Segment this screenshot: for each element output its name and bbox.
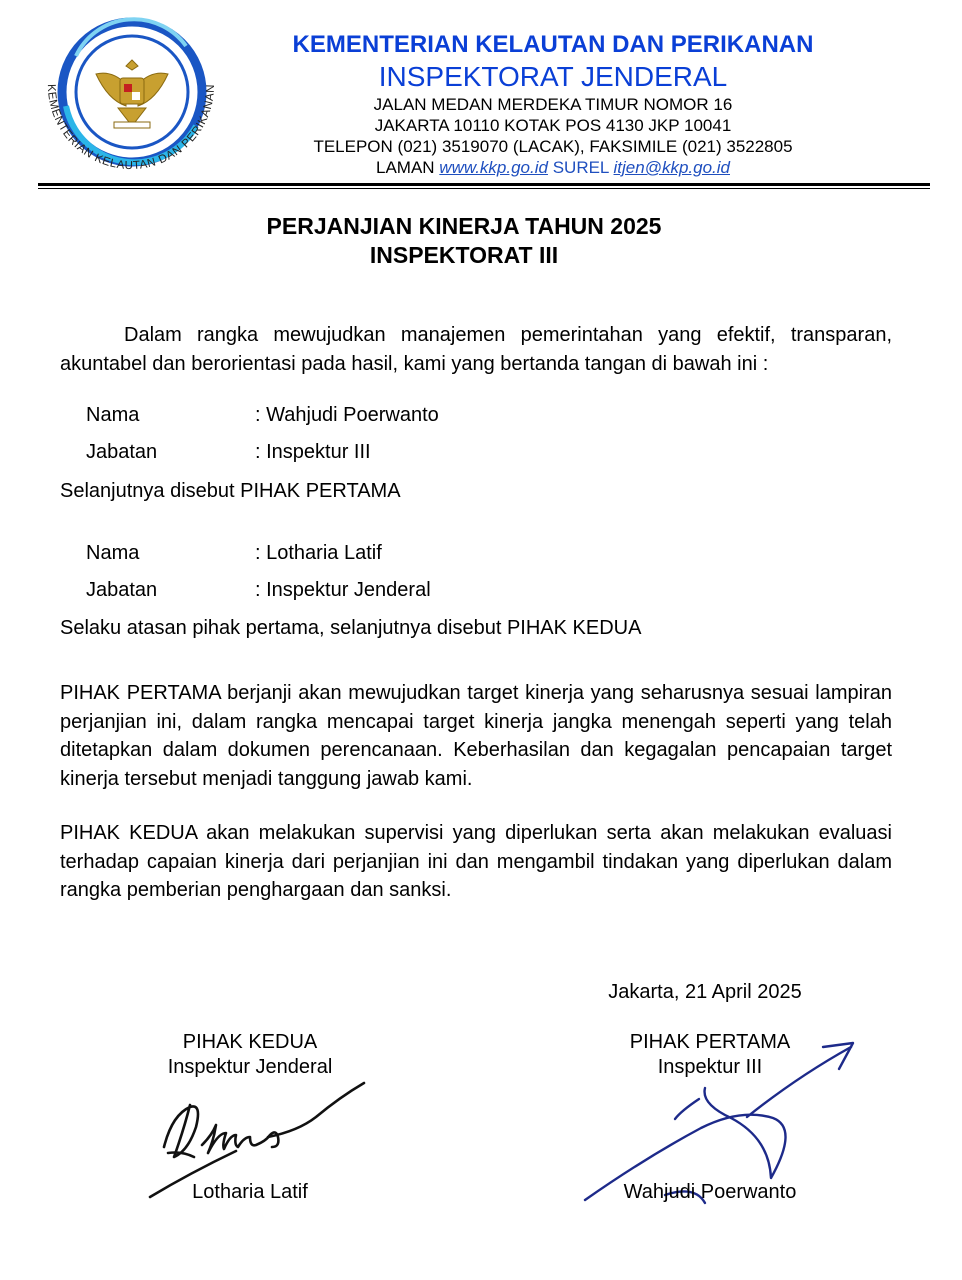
logo-ring-text: KEMENTERIAN KELAUTAN DAN PERIKANAN: [44, 83, 218, 173]
document-title: PERJANJIAN KINERJA TAHUN 2025: [266, 213, 662, 239]
left-signatory-title: Inspektur Jenderal: [167, 1056, 333, 1078]
letterhead-contact-line: [250, 158, 856, 178]
ministry-logo: [36, 16, 222, 182]
web-label: LAMAN: [375, 158, 435, 177]
party-two-name-value: : Lotharia Latif: [255, 542, 382, 564]
left-signatory-role: PIHAK KEDUA: [182, 1031, 318, 1053]
supervision-paragraph: PIHAK KEDUA akan melakukan supervisi yang diperlukan serta akan melakukan evaluasi terhadap capaian kinerja dari perjanjian ini dan mengambil tindakan yang diperlukan dalam rangka pemberian penghargaan dan sanksi.: [60, 822, 892, 902]
party-two-reference: Selaku atasan pihak pertama, selanjutnya disebut PIHAK KEDUA: [60, 617, 642, 639]
party-one-position-value: : Inspektur III: [255, 441, 371, 463]
signature-place-date: Jakarta, 21 April 2025: [608, 981, 802, 1003]
letterhead-ministry: KEMENTERIAN KELAUTAN DAN PERIKANAN: [292, 31, 814, 58]
intro-paragraph: [60, 321, 892, 378]
email-label: SUREL: [552, 158, 609, 177]
intro-text: Dalam rangka mewujudkan manajemen pemerintahan yang efektif, transparan, akuntabel dan berorientasi pada hasil, kami yang bertanda tangan di bawah ini :: [60, 324, 892, 375]
letterhead-address-line1: JALAN MEDAN MERDEKA TIMUR NOMOR 16: [373, 95, 733, 114]
left-signatory-name: Lotharia Latif: [192, 1181, 308, 1203]
right-signatory-title: Inspektur III: [657, 1056, 763, 1078]
web-link[interactable]: www.kkp.go.id: [439, 158, 548, 177]
commitment-paragraph: PIHAK PERTAMA berjanji akan mewujudkan target kinerja yang seharusnya sesuai lampiran perjanjian ini, dalam rangka mencapai target kinerja jangka menengah seperti yang telah ditetapkan dalam dokumen perencanaan. Keberhasilan dan kegagalan pencapaian target kinerja tersebut menjadi tanggung jawab kami.: [60, 682, 892, 790]
party-one-position-label: Jabatan: [86, 441, 158, 463]
letterhead-phone-line: TELEPON (021) 3519070 (LACAK), FAKSIMILE (021) 3522805: [313, 137, 793, 156]
letterhead-rule-thick: [38, 183, 930, 186]
letterhead-address-line2: JAKARTA 10110 KOTAK POS 4130 JKP 10041: [374, 116, 732, 135]
party-two-name-label: Nama: [86, 542, 140, 564]
letterhead-unit: INSPEKTORAT JENDERAL: [378, 61, 728, 92]
party-two-position-value: : Inspektur Jenderal: [255, 579, 431, 601]
party-one-name-label: Nama: [86, 404, 140, 426]
right-signatory-role: PIHAK PERTAMA: [629, 1031, 791, 1053]
document-subtitle: INSPEKTORAT III: [369, 242, 559, 268]
party-one-reference: Selanjutnya disebut PIHAK PERTAMA: [60, 480, 401, 502]
party-two-position-label: Jabatan: [86, 579, 158, 601]
letterhead-rule-thin: [38, 188, 930, 189]
right-signatory-name: Wahjudi Poerwanto: [623, 1181, 797, 1203]
email-link[interactable]: itjen@kkp.go.id: [613, 158, 730, 177]
party-one-name-value: : Wahjudi Poerwanto: [255, 404, 439, 426]
